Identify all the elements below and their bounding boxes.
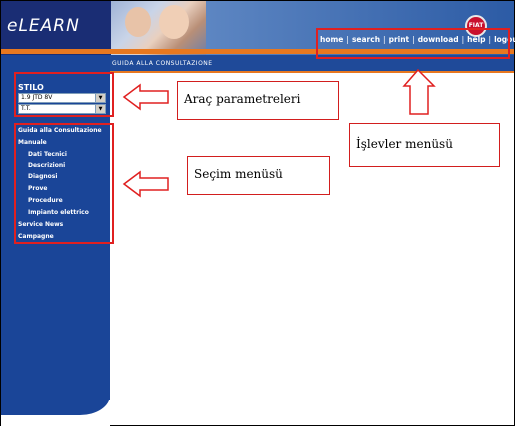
nav-item-guida[interactable]: Guida alla Consultazione (18, 127, 102, 134)
up-arrow-functions-menu (404, 70, 434, 114)
toolbar-home-link[interactable]: home (320, 35, 344, 44)
nav-item-dati-tecnici[interactable]: Dati Tecnici (28, 151, 67, 158)
left-arrow-selection-menu (124, 172, 168, 196)
toolbar-help-link[interactable]: help (467, 35, 486, 44)
callout-selection-menu: Seçim menüsü (187, 156, 330, 195)
nav-item-procedure[interactable]: Procedure (28, 197, 63, 204)
dropdown-arrow-icon[interactable]: ▼ (95, 105, 105, 113)
version-select-value: T.T. (21, 105, 31, 112)
nav-item-descrizioni[interactable]: Descrizioni (28, 162, 66, 169)
nav-item-service-news[interactable]: Service News (18, 221, 64, 228)
model-name: STILO (18, 83, 44, 92)
toolbar-logout-link[interactable]: logout (494, 35, 521, 44)
functions-toolbar: home | search | print | download | help | logout (320, 35, 521, 44)
engine-select-value: 1.9 JTD 8V (21, 94, 53, 101)
toolbar-print-link[interactable]: print (388, 35, 410, 44)
toolbar-download-link[interactable]: download (417, 35, 459, 44)
elearn-logo: eLEARN (7, 16, 80, 36)
fiat-logo-icon: FIAT (465, 15, 487, 37)
nav-item-prove[interactable]: Prove (28, 185, 48, 192)
callout-functions-menu: İşlevler menüsü (349, 123, 500, 167)
nav-item-campagne[interactable]: Campagne (18, 233, 54, 240)
toolbar-search-link[interactable]: search (351, 35, 381, 44)
callout-vehicle-params: Araç parametreleri (177, 81, 339, 120)
breadcrumb: GUIDA ALLA CONSULTAZIONE (112, 60, 213, 67)
dropdown-arrow-icon[interactable]: ▼ (95, 94, 105, 102)
nav-item-manuale[interactable]: Manuale (18, 139, 47, 146)
nav-item-impianto-elettrico[interactable]: Impianto elettrico (28, 209, 89, 216)
nav-item-diagnosi[interactable]: Diagnosi (28, 173, 58, 180)
left-arrow-vehicle-params (124, 85, 168, 109)
